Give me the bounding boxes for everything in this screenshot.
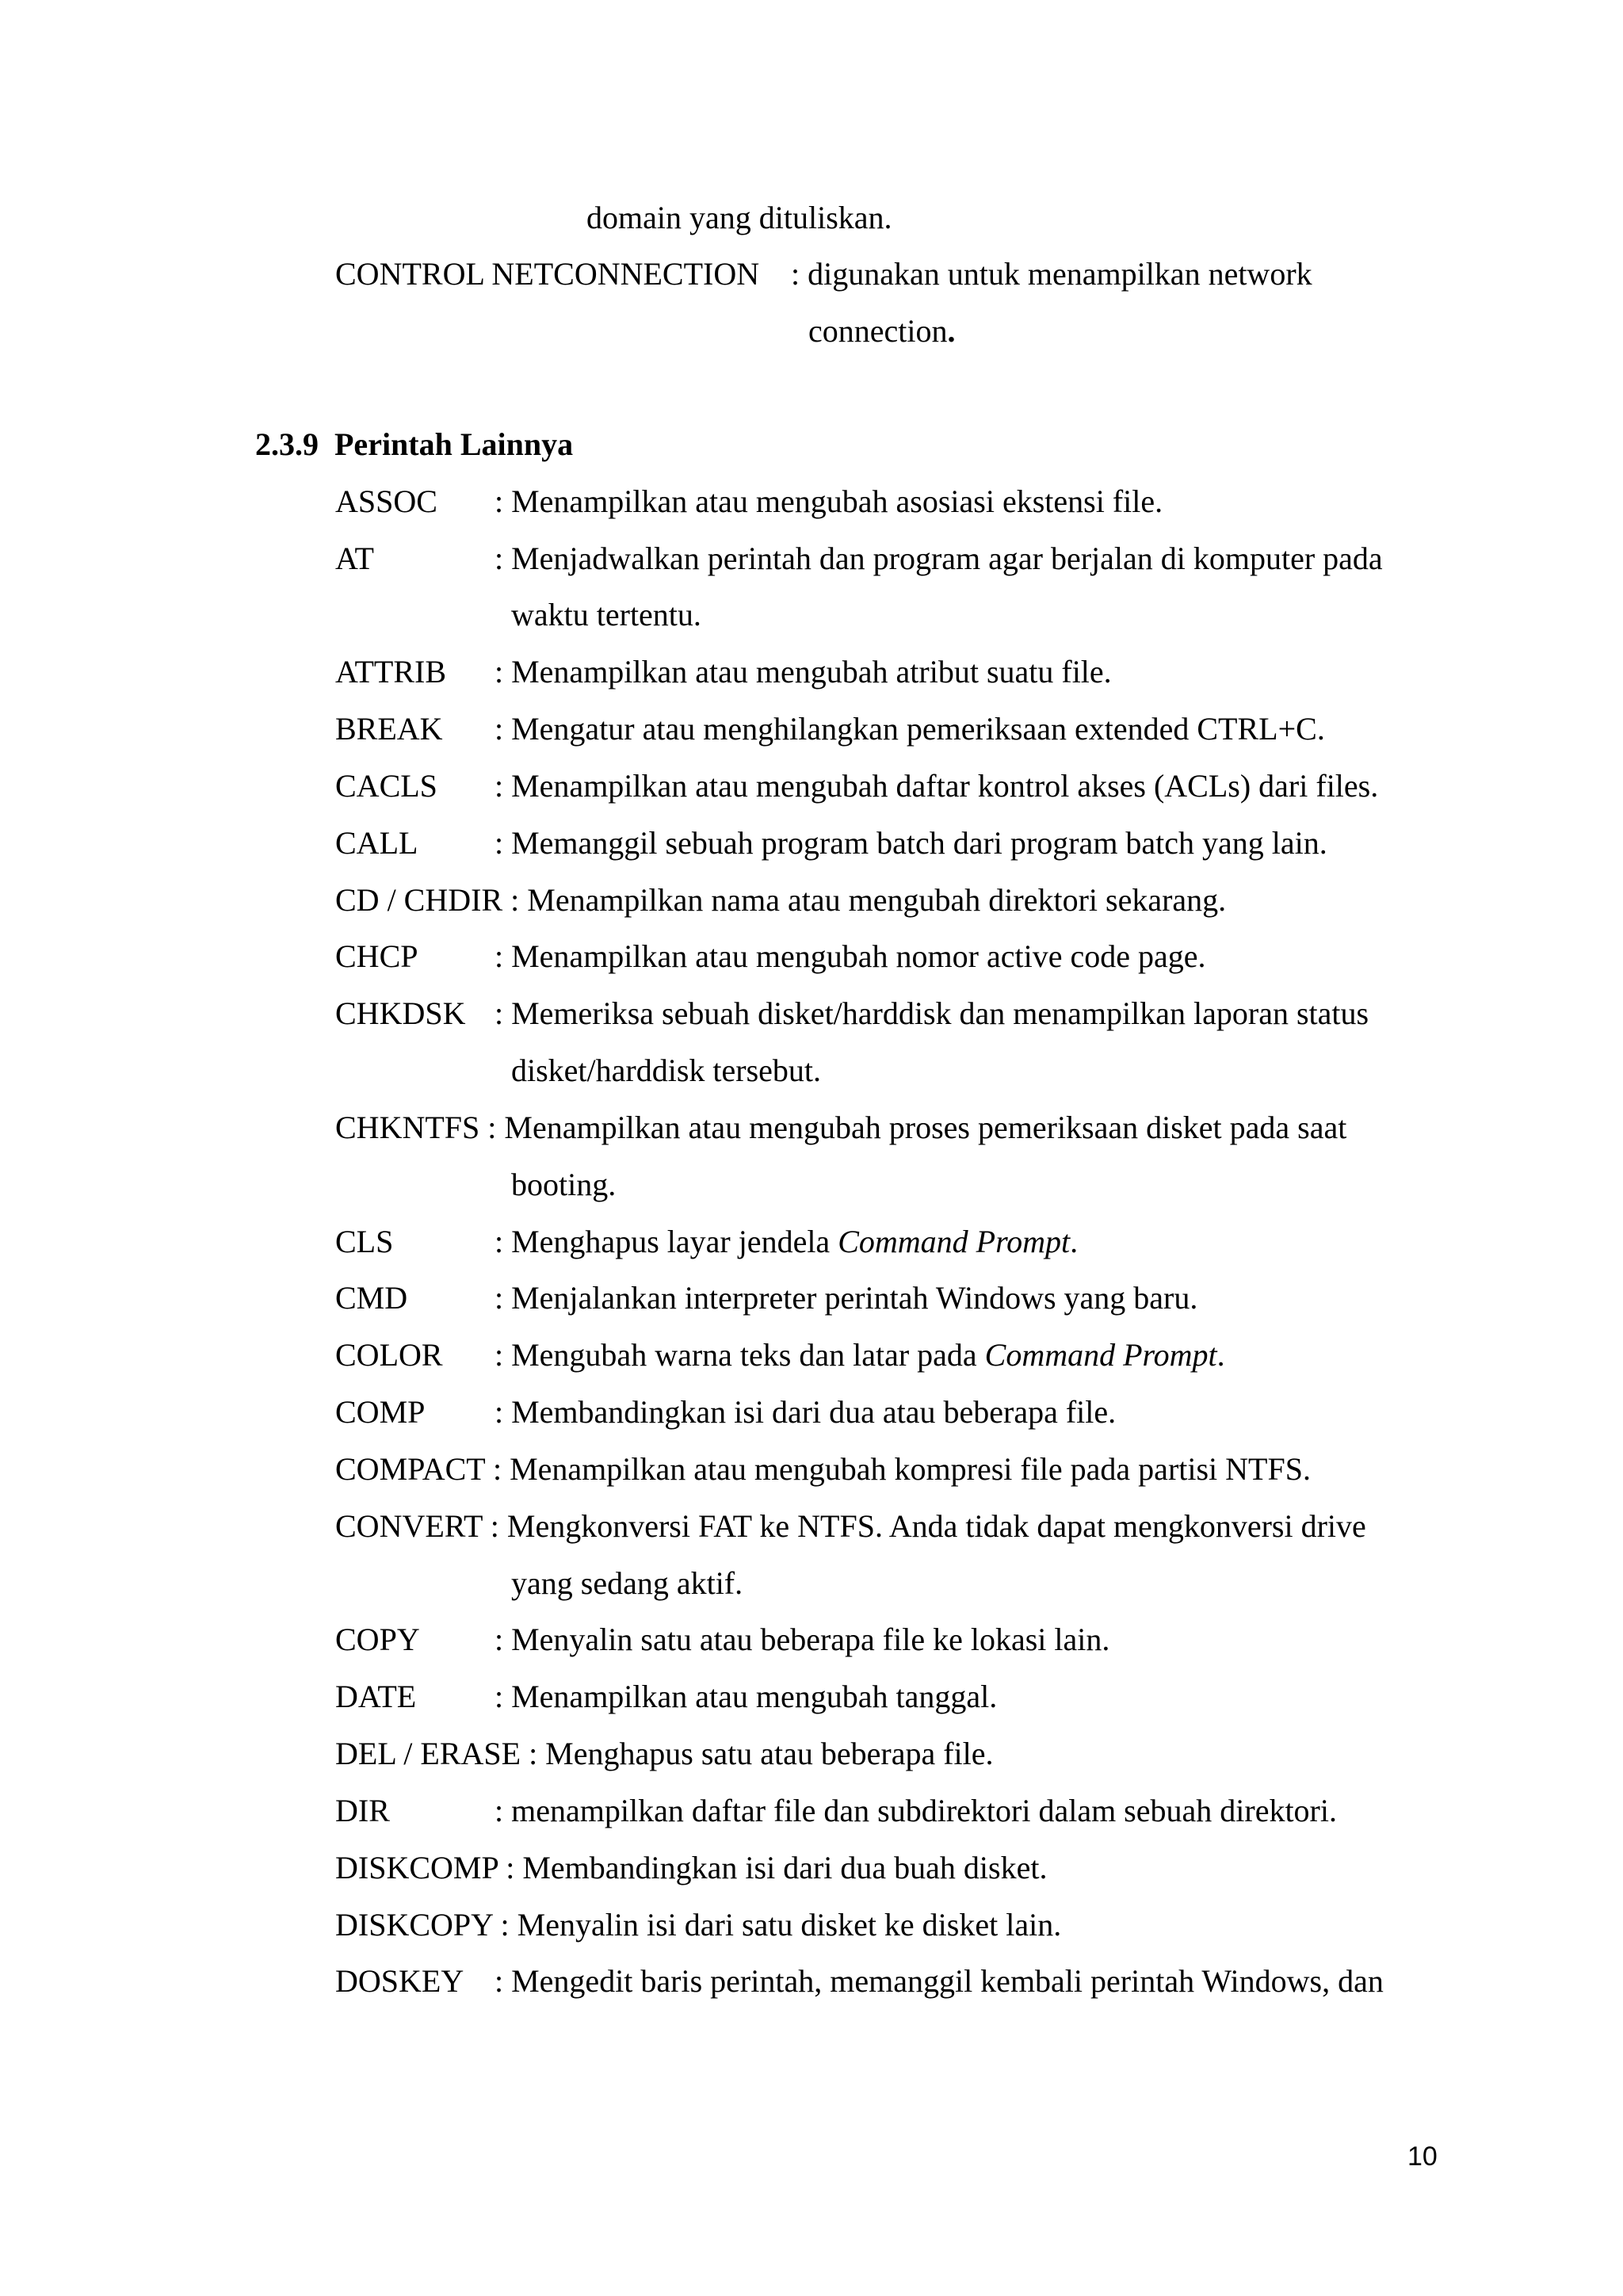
command-name: CONTROL NETCONNECTION	[335, 256, 760, 292]
command-description: : Mengatur atau menghilangkan pemeriksaan extended CTRL+C.	[495, 711, 1325, 747]
command-name: DOSKEY	[335, 1963, 464, 1999]
command-entry: DISKCOMP : Membandingkan isi dari dua buah disket.	[335, 1850, 1048, 1885]
command-description: : digunakan untuk menampilkan network	[791, 256, 1312, 292]
section-title: Perintah Lainnya	[334, 426, 574, 462]
command-name: ASSOC	[335, 483, 437, 519]
command-description: : Menampilkan atau mengubah nomor active code page.	[495, 938, 1206, 974]
command-description: : Memanggil sebuah program batch dari program batch yang lain.	[495, 825, 1327, 861]
command-name: CALL	[335, 825, 418, 861]
command-entry: CHKNTFS : Menampilkan atau mengubah proses pemeriksaan disket pada saat	[335, 1110, 1347, 1145]
command-description-cont: booting.	[511, 1167, 617, 1202]
command-entry: DEL / ERASE : Menghapus satu atau beberapa file.	[335, 1736, 994, 1771]
command-name: COMP	[335, 1394, 426, 1430]
command-name: CMD	[335, 1280, 408, 1316]
command-description: : Menampilkan atau mengubah asosiasi ekstensi file.	[495, 483, 1163, 519]
command-description: : menampilkan daftar file dan subdirektori dalam sebuah direktori.	[495, 1793, 1337, 1828]
intro-line: domain yang dituliskan.	[586, 200, 892, 235]
command-description: : Menjadwalkan perintah dan program agar berjalan di komputer pada	[495, 541, 1383, 576]
command-name: COLOR	[335, 1337, 443, 1373]
section-number: 2.3.9	[255, 426, 319, 462]
command-name: CACLS	[335, 768, 437, 804]
command-name: CHKDSK	[335, 995, 466, 1031]
command-description: : Menyalin satu atau beberapa file ke lokasi lain.	[495, 1622, 1110, 1657]
command-name: BREAK	[335, 711, 443, 747]
command-name: COPY	[335, 1622, 420, 1657]
command-entry: DISKCOPY : Menyalin isi dari satu disket ke disket lain.	[335, 1907, 1062, 1943]
command-description: : Mengedit baris perintah, memanggil kembali perintah Windows, dan	[495, 1963, 1384, 1999]
command-name: ATTRIB	[335, 654, 446, 690]
command-description: : Memeriksa sebuah disket/harddisk dan menampilkan laporan status	[495, 995, 1369, 1031]
command-description-cont: connection.	[808, 313, 956, 349]
command-entry: CONVERT : Mengkonversi FAT ke NTFS. Anda tidak dapat mengkonversi drive	[335, 1508, 1366, 1544]
command-name: AT	[335, 541, 374, 576]
command-description: : Menjalankan interpreter perintah Windows yang baru.	[495, 1280, 1198, 1316]
command-entry: COMPACT : Menampilkan atau mengubah kompresi file pada partisi NTFS.	[335, 1451, 1311, 1487]
page-number: 10	[1407, 2141, 1438, 2172]
command-description: : Menampilkan atau mengubah daftar kontrol akses (ACLs) dari files.	[495, 768, 1379, 804]
section-heading	[255, 426, 574, 462]
command-description: : Membandingkan isi dari dua atau beberapa file.	[495, 1394, 1117, 1430]
command-description: : Menghapus layar jendela Command Prompt.	[495, 1224, 1079, 1259]
command-name: CHCP	[335, 938, 418, 974]
command-description-cont: yang sedang aktif.	[511, 1565, 743, 1601]
command-entry: CD / CHDIR : Menampilkan nama atau mengubah direktori sekarang.	[335, 882, 1227, 918]
command-description: : Mengubah warna teks dan latar pada Command Prompt.	[495, 1337, 1225, 1373]
command-description: : Menampilkan atau mengubah atribut suatu file.	[495, 654, 1112, 690]
command-description-cont: waktu tertentu.	[511, 597, 701, 632]
command-name: DIR	[335, 1793, 390, 1828]
command-name: DATE	[335, 1679, 417, 1714]
command-description-cont: disket/harddisk tersebut.	[511, 1052, 822, 1088]
command-description: : Menampilkan atau mengubah tanggal.	[495, 1679, 998, 1714]
command-name: CLS	[335, 1224, 394, 1259]
